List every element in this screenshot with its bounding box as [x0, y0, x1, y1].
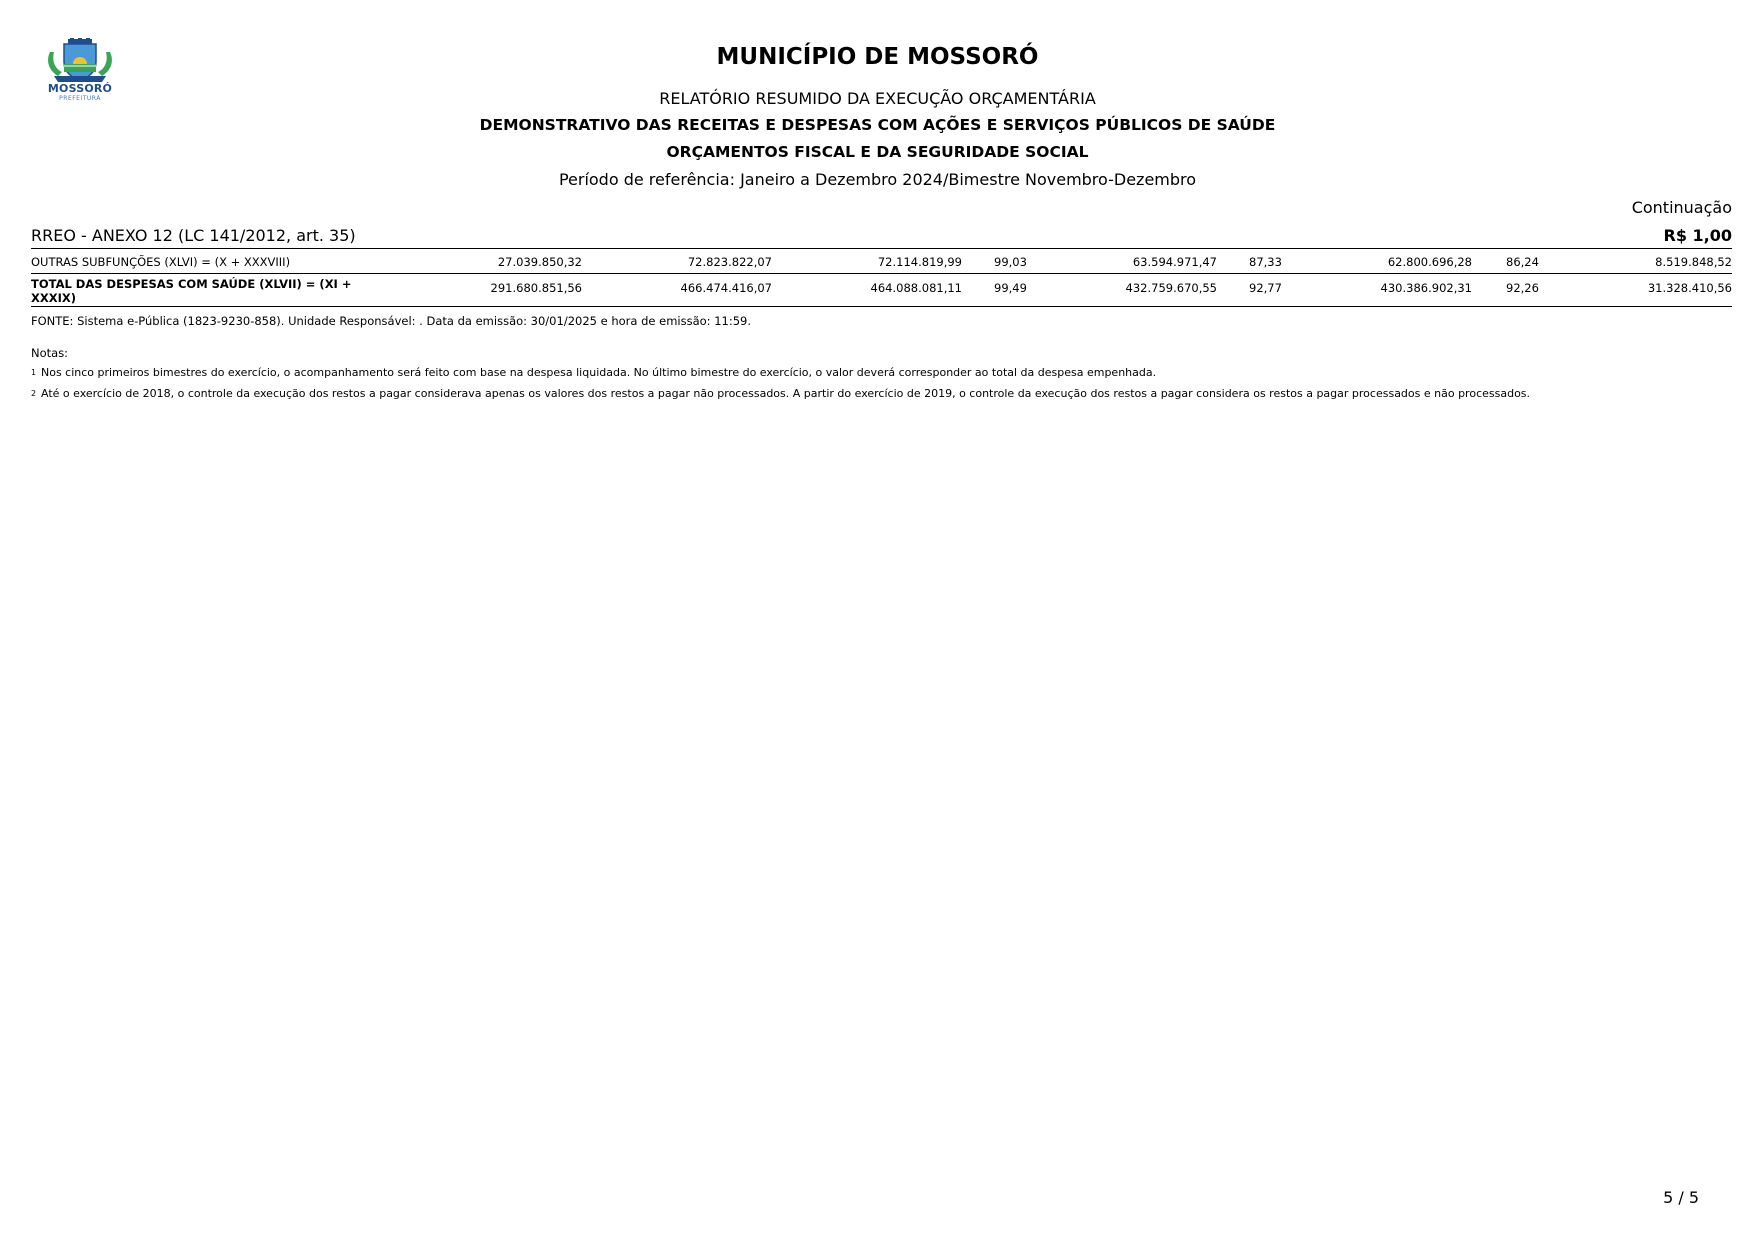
source-note: FONTE: Sistema e-Pública (1823-9230-858). Unidade Responsável: . Data da emissão: 30/01/2025 e hora de emissão: 11:59.: [31, 314, 751, 328]
cell-value: 432.759.670,55: [1125, 281, 1217, 295]
cell-percent: 99,49: [994, 281, 1027, 295]
cell-value: 27.039.850,32: [497, 255, 582, 269]
note-mark: 2: [31, 389, 37, 398]
note-text: Até o exercício de 2018, o controle da execução dos restos a pagar considerava apenas os valores dos restos a pagar não processados. A partir do exercício de 2019, o controle da execução dos restos a pagar considera os restos a pagar processados e não processados.: [41, 387, 1531, 400]
annex-label: RREO - ANEXO 12 (LC 141/2012, art. 35): [31, 226, 356, 245]
cell-percent: 87,33: [1249, 255, 1282, 269]
reference-period: Período de referência: Janeiro a Dezembro 2024/Bimestre Novembro-Dezembro: [558, 170, 1197, 189]
logo-name: MOSSORÓ: [47, 82, 113, 95]
table-row: [31, 255, 1732, 271]
cell-value: 291.680.851,56: [490, 281, 582, 295]
cell-value: 466.474.416,07: [680, 281, 772, 295]
row-label: TOTAL DAS DESPESAS COM SAÚDE (XLVII) = (XI + XXXIX): [31, 277, 352, 305]
cell-value: 72.823.822,07: [687, 255, 772, 269]
notes-title: Notas:: [31, 346, 69, 360]
page-number: 5 / 5: [1663, 1188, 1699, 1207]
table-bottom-rule: [31, 306, 1732, 307]
cell-percent: 86,24: [1506, 255, 1539, 269]
cell-value: 62.800.696,28: [1387, 255, 1472, 269]
cell-value: 72.114.819,99: [877, 255, 962, 269]
cell-value: 63.594.971,47: [1132, 255, 1217, 269]
note-item: [31, 366, 1156, 379]
row-label: OUTRAS SUBFUNÇÕES (XLVI) = (X + XXXVIII): [31, 255, 291, 269]
cell-value: 430.386.902,31: [1380, 281, 1472, 295]
cell-value: 8.519.848,52: [1655, 255, 1732, 269]
cell-value: 31.328.410,56: [1647, 281, 1732, 295]
cell-percent: 99,03: [994, 255, 1027, 269]
cell-percent: 92,77: [1249, 281, 1282, 295]
table-top-rule: [31, 248, 1732, 249]
cell-percent: 92,26: [1506, 281, 1539, 295]
note-mark: 1: [31, 368, 37, 377]
note-text: Nos cinco primeiros bimestres do exercício, o acompanhamento será feito com base na despesa liquidada. No último bimestre do exercício, o valor deverá corresponder ao total da despesa empenhada.: [41, 366, 1157, 379]
continuation-label: Continuação: [1631, 198, 1732, 217]
currency-unit: R$ 1,00: [1663, 226, 1732, 245]
report-subtitle-2: DEMONSTRATIVO DAS RECEITAS E DESPESAS COM AÇÕES E SERVIÇOS PÚBLICOS DE SAÚDE: [479, 116, 1276, 134]
table-row-total: [31, 277, 1732, 305]
report-subtitle-3: ORÇAMENTOS FISCAL E DA SEGURIDADE SOCIAL: [666, 143, 1089, 161]
logo-subtitle: PREFEITURA: [59, 95, 101, 102]
cell-value: 464.088.081,11: [870, 281, 962, 295]
note-item: [31, 387, 1530, 400]
table-row-rule: [31, 273, 1732, 274]
report-subtitle-1: RELATÓRIO RESUMIDO DA EXECUÇÃO ORÇAMENTÁRIA: [659, 89, 1096, 108]
report-title: MUNICÍPIO DE MOSSORÓ: [716, 44, 1039, 70]
